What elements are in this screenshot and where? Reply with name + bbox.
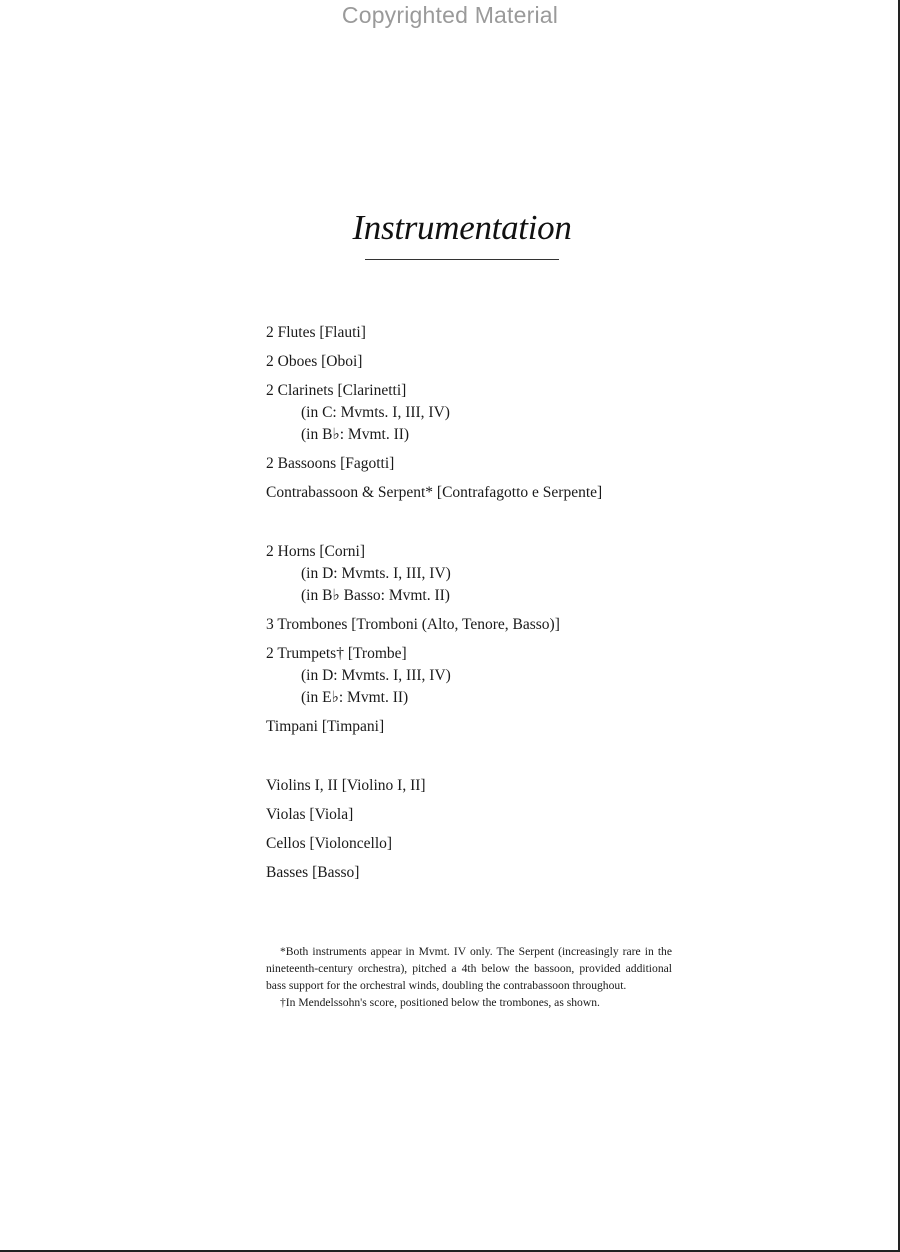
instrument-entry [266,351,686,373]
instrument-name: 2 Trumpets† [Trombe] [266,645,407,662]
instrument-key-note: (in B♭: Mvmt. II) [301,426,410,443]
instrument-entry [266,380,686,446]
instrument-name: 3 Trombones [Tromboni (Alto, Tenore, Basso)] [266,616,560,633]
instrument-key-note: (in B♭ Basso: Mvmt. II) [301,587,450,604]
instrument-name: Contrabassoon & Serpent* [Contrafagotto e Serpente] [266,484,603,501]
page-title: Instrumentation [352,208,572,247]
instrument-name: Cellos [Violoncello] [266,835,393,852]
instrument-name: 2 Oboes [Oboi] [266,353,363,370]
instrument-name: Timpani [Timpani] [266,718,385,735]
instrument-name: 2 Flutes [Flauti] [266,324,366,341]
instrument-list [266,322,686,891]
instrument-entry [266,541,686,607]
instrument-key-note: (in C: Mvmts. I, III, IV) [301,404,450,421]
instrument-key-note: (in E♭: Mvmt. II) [301,689,409,706]
copyright-watermark: Copyrighted Material [341,2,559,28]
instrument-entry [266,482,686,504]
instrument-name: 2 Clarinets [Clarinetti] [266,382,407,399]
instrument-name: Violins I, II [Violino I, II] [266,777,426,794]
footnotes [266,943,672,1011]
instrument-entry [266,775,686,797]
instrument-entry [266,833,686,855]
instrument-key-note: (in D: Mvmts. I, III, IV) [301,565,451,582]
instrument-name: 2 Bassoons [Fagotti] [266,455,395,472]
instrument-entry [266,804,686,826]
instrument-entry [266,614,686,636]
instrument-name: 2 Horns [Corni] [266,543,366,560]
instrument-entry [266,643,686,709]
instrument-key-note: (in D: Mvmts. I, III, IV) [301,667,451,684]
instrument-entry [266,453,686,475]
instrument-entry [266,716,686,738]
instrument-name: Violas [Viola] [266,806,354,823]
footnote-trumpets: †In Mendelssohn's score, positioned below the trombones, as shown. [280,996,600,1009]
footnote-serpent: *Both instruments appear in Mvmt. IV only. The Serpent (increasingly rare in the nineteenth-century orchestra), pitched a 4th below the bassoon, provided additional bass support for the orchestral winds, doubling the contrabassoon throughout. [266,945,672,992]
title-underline [365,259,559,260]
instrument-entry [266,322,686,344]
instrument-entry [266,862,686,884]
instrument-name: Basses [Basso] [266,864,360,881]
